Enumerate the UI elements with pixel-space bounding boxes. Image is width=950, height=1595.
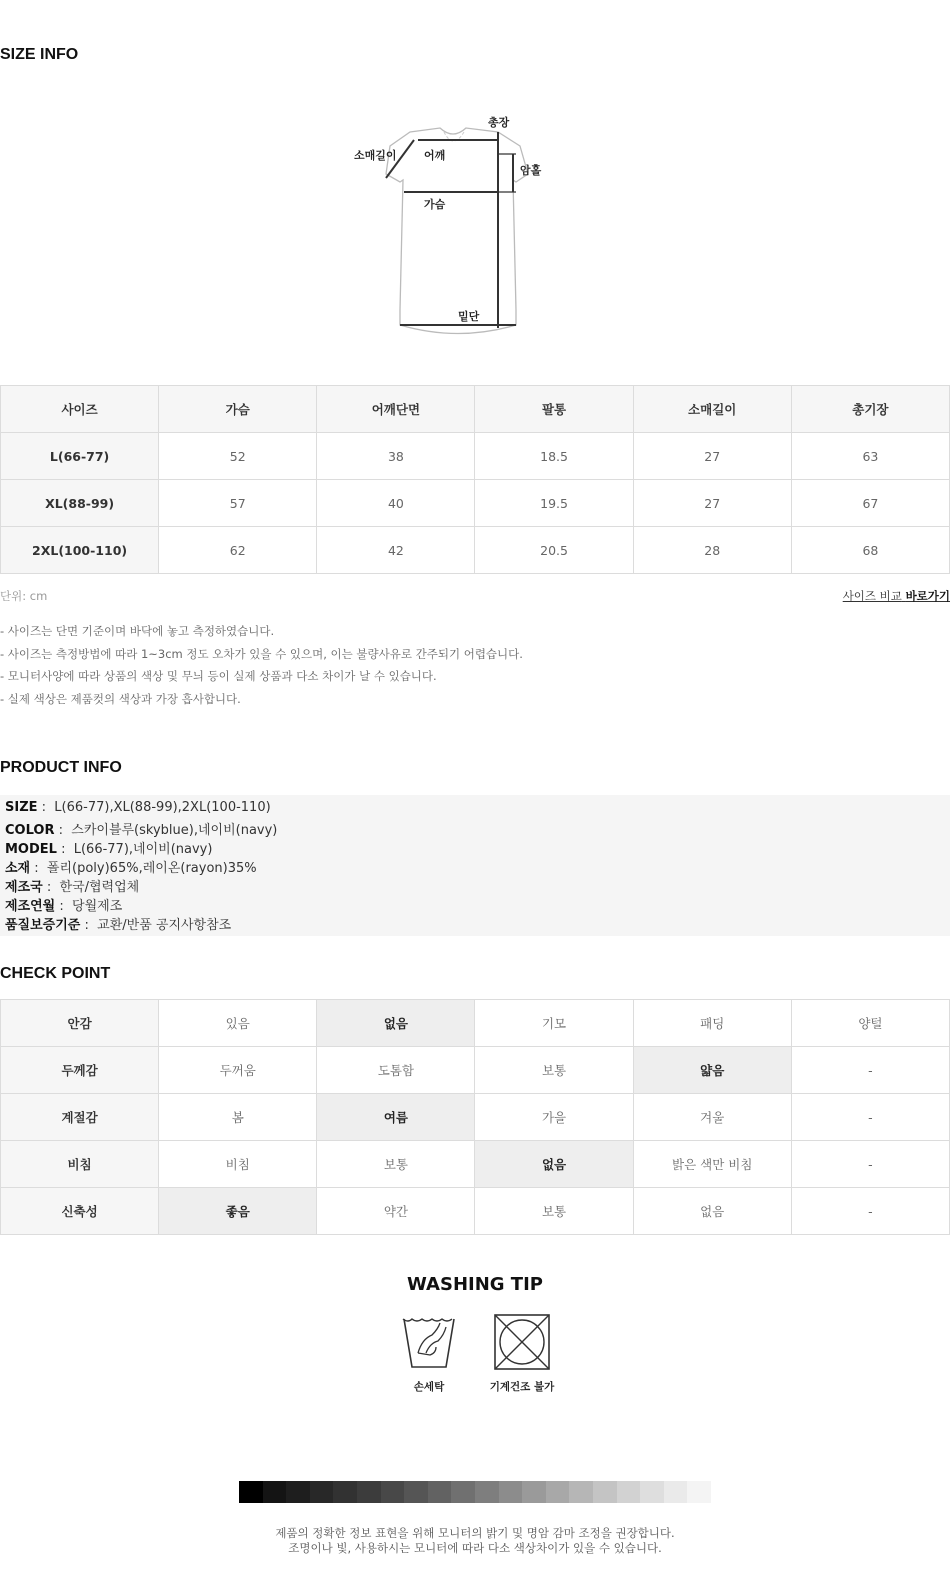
gray-swatch [451,1481,475,1503]
check-point-option: 약간 [317,1188,475,1235]
product-info-key: MODEL [5,842,57,857]
hand-wash-icon [400,1313,458,1371]
product-info-key: COLOR [5,823,55,838]
gray-swatch [404,1481,428,1503]
table-cell: 68 [791,527,949,574]
gray-swatch [499,1481,523,1503]
gray-swatch [381,1481,405,1503]
check-point-label: 계절감 [1,1094,159,1141]
product-info-key: 제조연월 [5,899,56,914]
product-info-key: SIZE [5,800,38,815]
product-info-key: 품질보증기준 [5,918,81,933]
diagram-label-shoulder: 어깨 [424,149,446,162]
gray-swatch [593,1481,617,1503]
gray-swatch [522,1481,546,1503]
check-point-option: 봄 [159,1094,317,1141]
check-point-option: 도톰함 [317,1047,475,1094]
table-cell: 27 [633,433,791,480]
table-row [1,1047,950,1094]
check-point-option: 보통 [475,1188,633,1235]
gray-swatch [640,1481,664,1503]
product-info-box [0,795,950,936]
size-table-header: 소매길이 [633,386,791,433]
table-cell: 67 [791,480,949,527]
check-point-option-selected: 없음 [475,1141,633,1188]
check-point-option: 겨울 [633,1094,791,1141]
gray-swatch [357,1481,381,1503]
gray-swatch [546,1481,570,1503]
table-cell: 19.5 [475,480,633,527]
no-machine-dry-icon [493,1313,551,1371]
check-point-option: 기모 [475,1000,633,1047]
table-cell: 52 [159,433,317,480]
check-point-option: 있음 [159,1000,317,1047]
check-point-label: 신축성 [1,1188,159,1235]
table-cell: 20.5 [475,527,633,574]
table-cell: 42 [317,527,475,574]
table-row [1,1000,950,1047]
size-table-header: 총기장 [791,386,949,433]
size-row-label: XL(88-99) [1,480,159,527]
size-table-header: 팔통 [475,386,633,433]
list-item: - 모니터사양에 따라 상품의 색상 및 무늬 등이 실제 상품과 다소 차이가 날 수 있습니다. [0,669,437,684]
tshirt-size-diagram [348,110,568,350]
check-point-option: - [791,1188,949,1235]
product-info-value: 한국/협력업체 [59,880,140,895]
size-compare-link-label[interactable]: 바로가기 [905,589,950,603]
size-table-header-row [1,386,950,433]
product-info-value: 스카이블루(skyblue),네이비(navy) [71,823,278,838]
product-info-key: 소재 [5,861,31,876]
check-point-label: 두께감 [1,1047,159,1094]
product-info-row: 제조연월 : 당월제조 [5,899,123,914]
table-cell: 27 [633,480,791,527]
table-row [1,1094,950,1141]
gray-swatch [617,1481,641,1503]
product-info-value: 폴리(poly)65%,레이온(rayon)35% [46,861,257,876]
gray-swatch [286,1481,310,1503]
check-point-label: 안감 [1,1000,159,1047]
check-point-label: 비침 [1,1141,159,1188]
product-info-value: 교환/반품 공지사항참조 [97,918,232,933]
product-info-row: 제조국 : 한국/협력업체 [5,880,140,895]
table-cell: 18.5 [475,433,633,480]
product-info-value: 당월제조 [72,899,123,914]
gray-swatch [239,1481,263,1503]
table-cell: 63 [791,433,949,480]
check-point-option: 가을 [475,1094,633,1141]
gray-swatch [333,1481,357,1503]
wash-label: 기계건조 불가 [489,1381,555,1393]
product-info-row: 소재 : 폴리(poly)65%,레이온(rayon)35% [5,861,257,876]
product-info-row: 품질보증기준 : 교환/반품 공지사항참조 [5,918,232,933]
check-point-title: CHECK POINT [0,965,111,982]
unit-label: 단위: cm [0,589,48,603]
product-info-title: PRODUCT INFO [0,759,122,776]
diagram-label-total-length: 총장 [488,116,510,129]
table-cell: 57 [159,480,317,527]
check-point-table [0,999,950,1235]
product-info-row: SIZE : L(66-77),XL(88-99),2XL(100-110) [5,800,271,815]
list-item: - 사이즈는 측정방법에 따라 1~3cm 정도 오차가 있을 수 있으며, 이는 불량사유로 간주되기 어렵습니다. [0,646,523,661]
size-table-header: 사이즈 [1,386,159,433]
size-compare-link[interactable] [843,588,950,604]
diagram-label-hem: 밑단 [458,310,480,323]
check-point-option: - [791,1141,949,1188]
product-info-value: L(66-77),네이비(navy) [73,842,213,857]
grayscale-calibration-bar [239,1481,711,1503]
gray-swatch [687,1481,711,1503]
table-cell: 38 [317,433,475,480]
table-row [1,433,950,480]
check-point-option: 패딩 [633,1000,791,1047]
check-point-option: 밝은 색만 비침 [633,1141,791,1188]
check-point-option: - [791,1094,949,1141]
size-notes [0,620,523,711]
gray-swatch [475,1481,499,1503]
check-point-option: 비침 [159,1141,317,1188]
washing-tip-title: WASHING TIP [407,1274,543,1295]
wash-item-no-machine-dry [486,1313,558,1394]
size-table [0,385,950,574]
size-row-label: 2XL(100-110) [1,527,159,574]
diagram-label-armhole: 암홀 [520,164,542,177]
check-point-option: 없음 [633,1188,791,1235]
product-info-key: 제조국 [5,880,43,895]
check-point-option-selected: 없음 [317,1000,475,1047]
size-info-title: SIZE INFO [0,46,79,63]
table-cell: 28 [633,527,791,574]
check-point-option-selected: 여름 [317,1094,475,1141]
size-table-header: 어깨단면 [317,386,475,433]
gray-swatch [263,1481,287,1503]
table-row [1,480,950,527]
gray-swatch [569,1481,593,1503]
size-row-label: L(66-77) [1,433,159,480]
wash-item-hand-wash [398,1313,460,1394]
table-cell: 62 [159,527,317,574]
table-row [1,1188,950,1235]
table-cell: 40 [317,480,475,527]
product-info-row: MODEL : L(66-77),네이비(navy) [5,842,213,857]
gray-swatch [428,1481,452,1503]
check-point-option-selected: 얇음 [633,1047,791,1094]
wash-label: 손세탁 [413,1381,445,1393]
gray-swatch [664,1481,688,1503]
monitor-notice [0,1526,950,1556]
product-info-value: L(66-77),XL(88-99),2XL(100-110) [54,800,271,815]
check-point-option: 양털 [791,1000,949,1047]
monitor-notice-line: 제품의 정확한 정보 표현을 위해 모니터의 밝기 및 명암 감마 조정을 권장합니다. [275,1526,675,1540]
diagram-label-sleeve-length: 소매길이 [354,149,397,162]
check-point-option: - [791,1047,949,1094]
table-row [1,1141,950,1188]
list-item: - 실제 색상은 제품컷의 색상과 가장 흡사합니다. [0,692,241,707]
product-info-row: COLOR : 스카이블루(skyblue),네이비(navy) [5,823,278,838]
table-row [1,527,950,574]
gray-swatch [310,1481,334,1503]
diagram-label-chest: 가슴 [424,198,446,211]
check-point-option-selected: 좋음 [159,1188,317,1235]
check-point-option: 보통 [317,1141,475,1188]
monitor-notice-line: 조명이나 빛, 사용하시는 모니터에 따라 다소 색상차이가 있을 수 있습니다. [288,1541,662,1555]
check-point-option: 두꺼움 [159,1047,317,1094]
size-compare-prefix: 사이즈 비교 [842,589,902,603]
size-table-header: 가슴 [159,386,317,433]
check-point-option: 보통 [475,1047,633,1094]
list-item: - 사이즈는 단면 기준이며 바닥에 놓고 측정하였습니다. [0,624,275,638]
